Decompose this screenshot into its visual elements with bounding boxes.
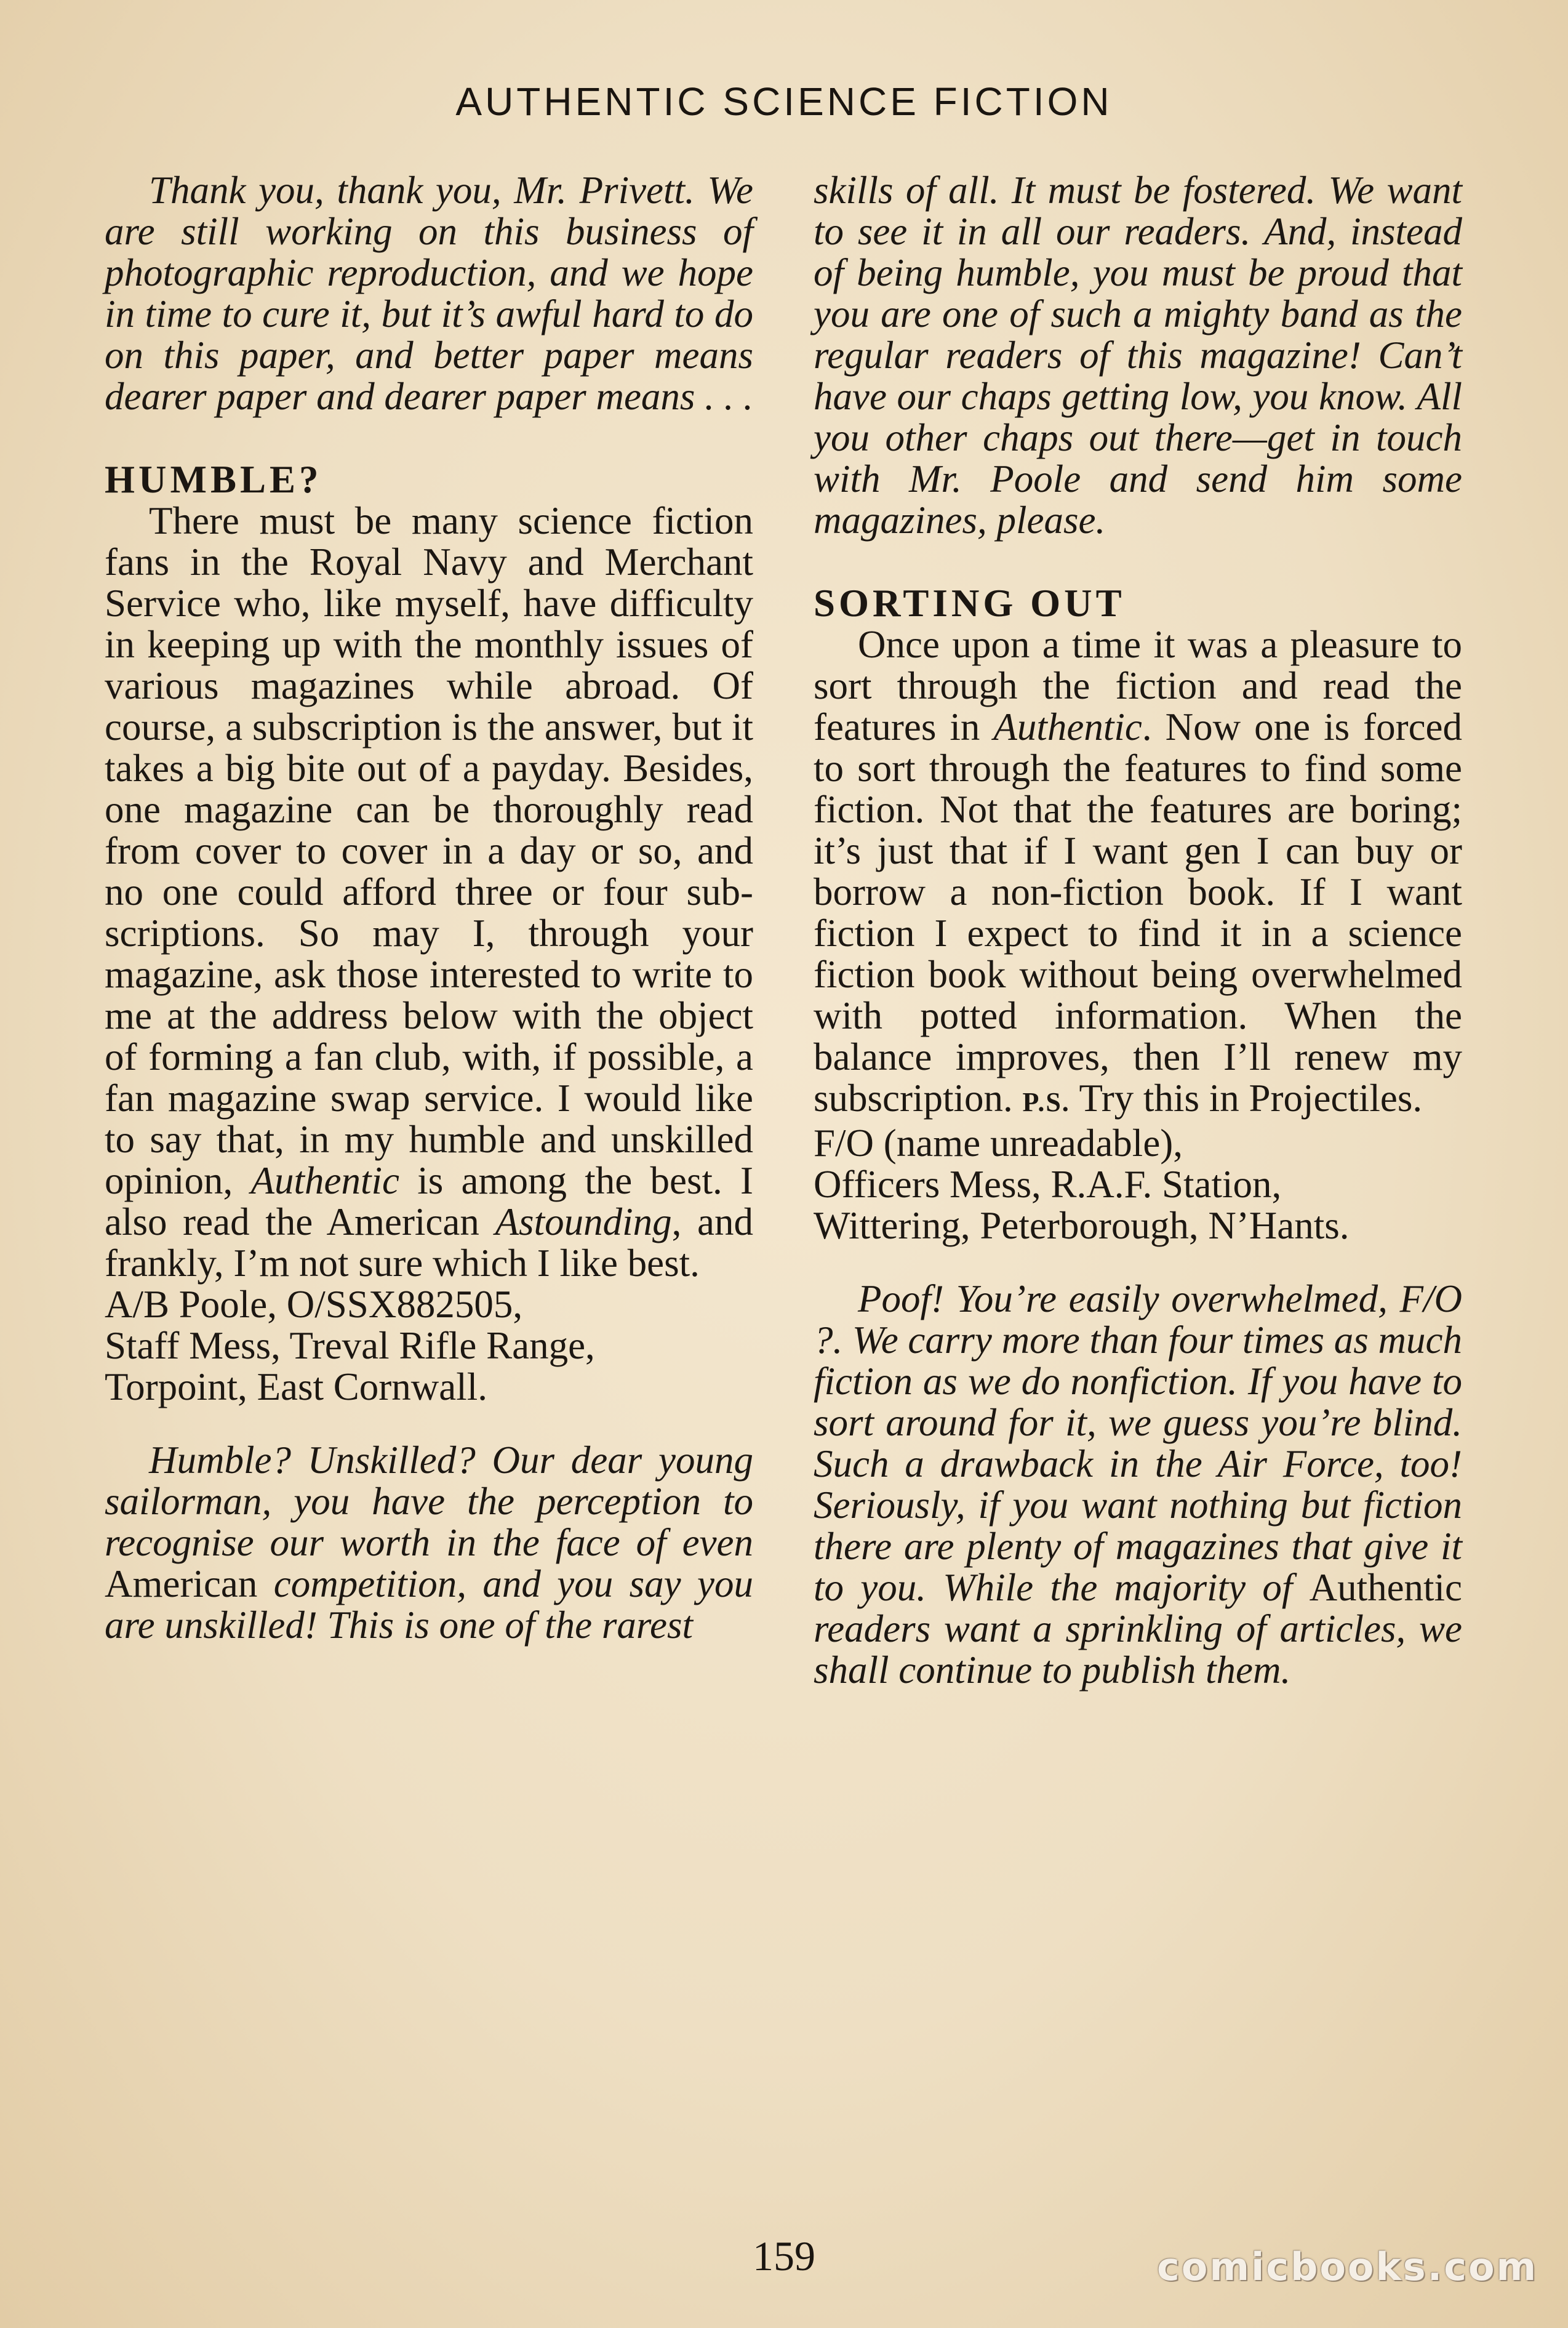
editor-reply-fo: Poof! You’re easily overwhelmed, F/O ?. We carry more than four times as much fiction as we do nonfiction. If you have to sort around for it, we guess you’re blind. Such a drawback in the Air Force, too! Seriously, if you want nothing but fiction there are plenty of magazines that give it to you. While the majority of Authentic readers want a sprinkling of articles, we shall continue to publish them. [814, 1277, 1463, 1692]
magazine-title-authentic: Authentic [250, 1159, 399, 1202]
letter-fo: Once upon a time it was a pleasure to sort through the fiction and read the features in Authentic. Now one is forced to sort through the features to find some fiction. Not that the features are boring; it’s just that if I want gen I can buy or borrow a non-fiction book. If I want fiction I expect to find it in a science fiction book without being overwhelmed with potted information. When the balance improves, then I’ll renew my subscription. P.S. Try this in Projectiles. [814, 623, 1462, 1120]
address-line: Officers Mess, R.A.F. Station, [814, 1163, 1282, 1206]
section-heading-humble: HUMBLE? [105, 458, 322, 501]
address-line: Torpoint, East Cornwall. [105, 1365, 488, 1408]
signature-poole [105, 1284, 753, 1408]
magazine-title-astounding: Astounding [495, 1200, 672, 1243]
letter-poole: There must be many science fiction fans in the Royal Navy and Merchant Service who, like myself, have difficulty in keeping up with the monthly issues of various magazines while abroad. Of course, a subscription is the answer, but it takes a big bite out of a payday. Besides, one magazine can be thoroughly read from cover to cover in a day or so, and no one could afford three or four subscriptions. So may I, through your magazine, ask those interested to write to me at the address below with the object of forming a fan club, with, if possible, a fan magazine swap service. I would like to say that, in my humble and unskilled opinion, Authentic is among the best. I also read the American Astounding, and frankly, I’m not sure which I like best. [105, 499, 754, 1285]
editor-reply-privett: Thank you, thank you, Mr. Privett. We are still working on this business of photographic reproduction, and we hope in time to cure it, but it’s awful hard to do on this paper, and better paper means dearer paper and dearer paper means . . . [105, 169, 753, 418]
section-heading-sorting-out: SORTING OUT [814, 582, 1126, 625]
watermark: comicbooks.com [1157, 2244, 1538, 2289]
running-header: AUTHENTIC SCIENCE FICTION [455, 79, 1113, 124]
editor-reply-poole: Humble? Unskilled? Our dear young sailorman, you have the perception to recognise our worth in the face of even American competition, and you say you are unskilled! This is one of the rarest [105, 1439, 753, 1647]
address-line: A/B Poole, O/SSX882505, [105, 1283, 523, 1326]
magazine-title-authentic: Authentic [993, 705, 1142, 749]
address-line: Staff Mess, Treval Rifle Range, [105, 1324, 595, 1367]
address-line: Wittering, Peterborough, N’Hants. [814, 1204, 1350, 1247]
left-column [105, 170, 753, 1646]
page-number: 159 [753, 2233, 815, 2279]
signature-fo [814, 1123, 1462, 1246]
address-line: F/O (name unreadable), [814, 1122, 1183, 1165]
right-column [814, 170, 1462, 1691]
editor-reply-poole-continued: skills of all. It must be fostered. We want to see it in all our readers. And, instead of being humble, you must be proud that you are one of such a mighty band as the regular readers of this magazine! Can’t have our chaps getting low, you know. All you other chaps out there—get in touch with Mr. Poole and send him some magazines, please. [814, 169, 1462, 542]
postscript-label: P.S. [1022, 1087, 1070, 1117]
